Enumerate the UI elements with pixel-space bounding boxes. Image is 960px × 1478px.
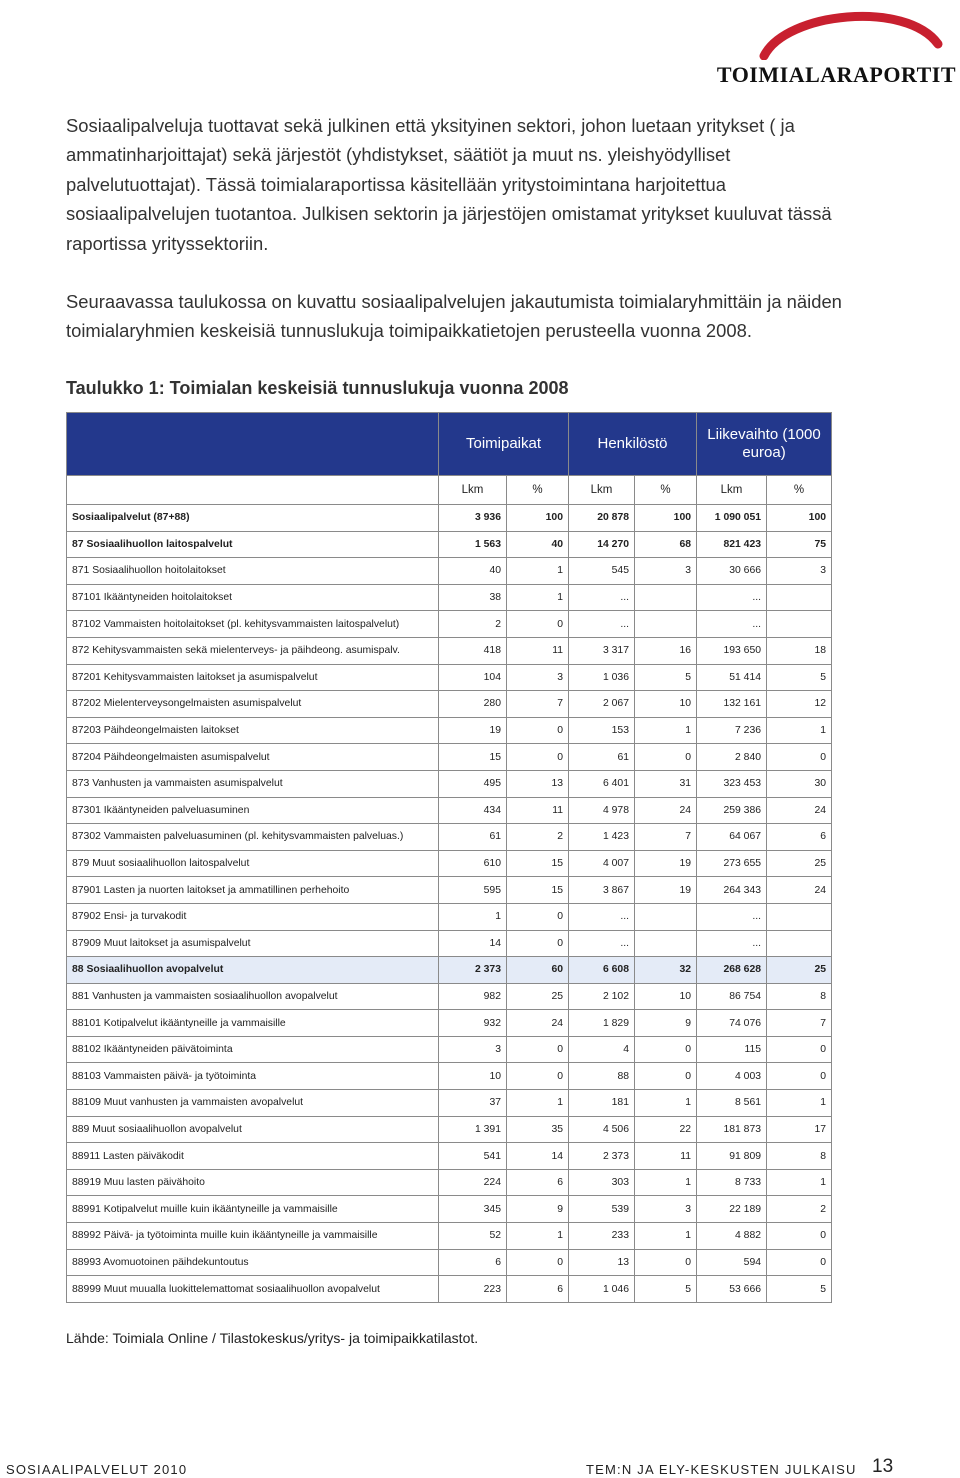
row-value-cell: 0 (507, 1249, 569, 1276)
row-value-cell: 61 (569, 744, 635, 771)
row-label-cell: 889 Muut sosiaalihuollon avopalvelut (67, 1116, 439, 1143)
table-row (67, 1223, 832, 1250)
row-value-cell: ... (569, 611, 635, 638)
row-value-cell: 0 (635, 1063, 697, 1090)
row-value-cell: 75 (767, 531, 832, 558)
row-value-cell: 15 (507, 877, 569, 904)
row-value-cell: 2 (507, 824, 569, 851)
row-value-cell: 1 (507, 1090, 569, 1117)
row-value-cell: 6 (439, 1249, 507, 1276)
row-value-cell: 20 878 (569, 505, 635, 532)
row-value-cell: 8 (767, 1143, 832, 1170)
row-value-cell: 594 (697, 1249, 767, 1276)
row-value-cell: 273 655 (697, 850, 767, 877)
row-value-cell: 2 840 (697, 744, 767, 771)
row-value-cell (767, 611, 832, 638)
row-value-cell: 1 (507, 584, 569, 611)
table-row (67, 1169, 832, 1196)
row-label-cell: 87901 Lasten ja nuorten laitokset ja ammatillinen perhehoito (67, 877, 439, 904)
table-row (67, 930, 832, 957)
row-value-cell: 25 (507, 983, 569, 1010)
table-row (67, 1196, 832, 1223)
toimialaraportit-logo (716, 4, 956, 87)
row-value-cell: 1 (439, 903, 507, 930)
row-value-cell: 0 (507, 903, 569, 930)
row-value-cell: 345 (439, 1196, 507, 1223)
logo-text: TOIMIALARAPORTIT (716, 62, 956, 87)
row-label-cell: 88103 Vammaisten päivä- ja työtoiminta (67, 1063, 439, 1090)
row-value-cell: 193 650 (697, 637, 767, 664)
table-row (67, 1090, 832, 1117)
row-value-cell: 100 (635, 505, 697, 532)
row-value-cell: 2 (767, 1196, 832, 1223)
row-value-cell: 64 067 (697, 824, 767, 851)
row-label-cell: 87902 Ensi- ja turvakodit (67, 903, 439, 930)
row-value-cell: 2 373 (569, 1143, 635, 1170)
row-value-cell: 6 (507, 1276, 569, 1303)
group-header-liikevaihto: Liikevaihto (1000 euroa) (697, 413, 832, 476)
table-row (67, 611, 832, 638)
subheader-cell: % (507, 476, 569, 505)
row-value-cell: 5 (767, 1276, 832, 1303)
row-value-cell: 0 (507, 744, 569, 771)
row-value-cell: 24 (767, 797, 832, 824)
row-value-cell: 0 (767, 1063, 832, 1090)
row-label-cell: 88993 Avomuotoinen päihdekuntoutus (67, 1249, 439, 1276)
row-value-cell: 51 414 (697, 664, 767, 691)
row-value-cell: 10 (635, 983, 697, 1010)
row-value-cell: 10 (439, 1063, 507, 1090)
table-row (67, 1116, 832, 1143)
row-label-cell: 87203 Päihdeongelmaisten laitokset (67, 717, 439, 744)
row-label-cell: 88101 Kotipalvelut ikääntyneille ja vammaisille (67, 1010, 439, 1037)
row-value-cell: 595 (439, 877, 507, 904)
row-value-cell: 74 076 (697, 1010, 767, 1037)
row-value-cell: 14 (507, 1143, 569, 1170)
row-value-cell: 9 (507, 1196, 569, 1223)
row-value-cell: 6 608 (569, 957, 635, 984)
row-value-cell: 1 391 (439, 1116, 507, 1143)
row-value-cell: 15 (439, 744, 507, 771)
row-label-cell: 87301 Ikääntyneiden palveluasuminen (67, 797, 439, 824)
red-arc-icon (756, 4, 946, 60)
row-value-cell: 53 666 (697, 1276, 767, 1303)
row-label-cell: 87201 Kehitysvammaisten laitokset ja asumispalvelut (67, 664, 439, 691)
row-value-cell: 7 (767, 1010, 832, 1037)
row-value-cell (635, 903, 697, 930)
row-value-cell: 3 (507, 664, 569, 691)
row-value-cell: 1 (507, 558, 569, 585)
table-row (67, 1010, 832, 1037)
row-value-cell: 100 (767, 505, 832, 532)
row-value-cell: 1 036 (569, 664, 635, 691)
row-value-cell: 30 (767, 770, 832, 797)
row-label-cell: 88992 Päivä- ja työtoiminta muille kuin ikääntyneille ja vammaisille (67, 1223, 439, 1250)
table-corner-cell (67, 413, 439, 476)
row-label-cell: 88911 Lasten päiväkodit (67, 1143, 439, 1170)
row-value-cell: 0 (507, 930, 569, 957)
row-label-cell: 88991 Kotipalvelut muille kuin ikääntyneille ja vammaisille (67, 1196, 439, 1223)
row-label-cell: 88102 Ikääntyneiden päivätoiminta (67, 1036, 439, 1063)
row-value-cell: ... (697, 930, 767, 957)
table-row (67, 1143, 832, 1170)
table-row (67, 877, 832, 904)
row-value-cell: 1 (767, 1090, 832, 1117)
table-row (67, 903, 832, 930)
row-value-cell: 68 (635, 531, 697, 558)
row-value-cell: 40 (439, 558, 507, 585)
row-value-cell: 932 (439, 1010, 507, 1037)
subheader-cell: Lkm (569, 476, 635, 505)
row-value-cell: 3 (767, 558, 832, 585)
row-value-cell: 3 317 (569, 637, 635, 664)
row-value-cell: 38 (439, 584, 507, 611)
row-value-cell: 3 (635, 1196, 697, 1223)
row-value-cell: 15 (507, 850, 569, 877)
row-value-cell (635, 584, 697, 611)
row-value-cell: 19 (439, 717, 507, 744)
row-value-cell: 1 (635, 1223, 697, 1250)
row-value-cell: 2 (439, 611, 507, 638)
row-value-cell: 4 506 (569, 1116, 635, 1143)
row-value-cell: 10 (635, 691, 697, 718)
row-value-cell: 24 (767, 877, 832, 904)
row-value-cell: 3 867 (569, 877, 635, 904)
row-value-cell: 17 (767, 1116, 832, 1143)
group-header-henkilosto: Henkilöstö (569, 413, 697, 476)
row-value-cell: 181 (569, 1090, 635, 1117)
row-label-cell: 88 Sosiaalihuollon avopalvelut (67, 957, 439, 984)
table-row (67, 1249, 832, 1276)
table-group-header-row (67, 413, 832, 476)
source-note: Lähde: Toimiala Online / Tilastokeskus/yritys- ja toimipaikkatilastot. (66, 1330, 479, 1346)
table-row (67, 983, 832, 1010)
row-value-cell: 13 (569, 1249, 635, 1276)
table-row (67, 717, 832, 744)
footer-publisher: TEM:N JA ELY-KESKUSTEN JULKAISU (586, 1462, 857, 1477)
row-value-cell: 418 (439, 637, 507, 664)
row-label-cell: 87 Sosiaalihuollon laitospalvelut (67, 531, 439, 558)
row-value-cell: 1 (635, 1169, 697, 1196)
row-label-cell: 88109 Muut vanhusten ja vammaisten avopalvelut (67, 1090, 439, 1117)
row-value-cell: 1 423 (569, 824, 635, 851)
row-value-cell: 268 628 (697, 957, 767, 984)
subheader-blank-cell (67, 476, 439, 505)
row-value-cell: 18 (767, 637, 832, 664)
row-label-cell: 87202 Mielenterveysongelmaisten asumispalvelut (67, 691, 439, 718)
table-row (67, 850, 832, 877)
row-value-cell: 7 (635, 824, 697, 851)
row-value-cell: 11 (635, 1143, 697, 1170)
row-label-cell: 873 Vanhusten ja vammaisten asumispalvelut (67, 770, 439, 797)
table-caption: Taulukko 1: Toimialan keskeisiä tunnuslukuja vuonna 2008 (66, 378, 569, 398)
row-value-cell: 24 (507, 1010, 569, 1037)
row-value-cell: 11 (507, 637, 569, 664)
row-value-cell: 52 (439, 1223, 507, 1250)
row-value-cell: 264 343 (697, 877, 767, 904)
row-value-cell: 1 090 051 (697, 505, 767, 532)
row-value-cell: 1 563 (439, 531, 507, 558)
row-value-cell: 153 (569, 717, 635, 744)
row-value-cell: 303 (569, 1169, 635, 1196)
row-value-cell: 1 046 (569, 1276, 635, 1303)
row-value-cell: 4 003 (697, 1063, 767, 1090)
row-value-cell: 8 561 (697, 1090, 767, 1117)
table-row (67, 824, 832, 851)
row-value-cell: 91 809 (697, 1143, 767, 1170)
row-value-cell: 13 (507, 770, 569, 797)
row-value-cell: 495 (439, 770, 507, 797)
row-value-cell: 19 (635, 877, 697, 904)
row-value-cell: 0 (767, 744, 832, 771)
row-value-cell: 14 (439, 930, 507, 957)
table-row (67, 1036, 832, 1063)
table-row (67, 664, 832, 691)
row-value-cell: 1 (507, 1223, 569, 1250)
row-value-cell: 434 (439, 797, 507, 824)
row-value-cell (767, 930, 832, 957)
row-label-cell: 872 Kehitysvammaisten sekä mielenterveys- ja päihdeong. asumispalv. (67, 637, 439, 664)
row-value-cell: 259 386 (697, 797, 767, 824)
row-label-cell: 87102 Vammaisten hoitolaitokset (pl. kehitysvammaisten laitospalvelut) (67, 611, 439, 638)
subheader-cell: % (635, 476, 697, 505)
row-value-cell: 19 (635, 850, 697, 877)
row-value-cell: 3 (439, 1036, 507, 1063)
row-value-cell: 4 882 (697, 1223, 767, 1250)
row-value-cell: ... (569, 584, 635, 611)
row-value-cell: 8 733 (697, 1169, 767, 1196)
row-value-cell: 0 (635, 1249, 697, 1276)
row-value-cell: 22 (635, 1116, 697, 1143)
row-label-cell: 87909 Muut laitokset ja asumispalvelut (67, 930, 439, 957)
table-row (67, 531, 832, 558)
row-value-cell: 37 (439, 1090, 507, 1117)
row-value-cell: 12 (767, 691, 832, 718)
row-value-cell: 2 373 (439, 957, 507, 984)
table-row (67, 957, 832, 984)
row-value-cell: 2 067 (569, 691, 635, 718)
row-value-cell: 539 (569, 1196, 635, 1223)
subheader-cell: Lkm (439, 476, 507, 505)
row-value-cell: 0 (507, 611, 569, 638)
row-value-cell: 3 (635, 558, 697, 585)
row-value-cell: 1 (767, 1169, 832, 1196)
row-value-cell: 1 (767, 717, 832, 744)
row-value-cell: 40 (507, 531, 569, 558)
row-label-cell: 88999 Muut muualla luokittelemattomat sosiaalihuollon avopalvelut (67, 1276, 439, 1303)
row-value-cell: 0 (507, 1036, 569, 1063)
row-value-cell: 610 (439, 850, 507, 877)
row-value-cell: 25 (767, 850, 832, 877)
footer-publication-title: SOSIAALIPALVELUT 2010 (6, 1462, 188, 1477)
row-label-cell: 87302 Vammaisten palveluasuminen (pl. kehitysvammaisten palveluas.) (67, 824, 439, 851)
table-row (67, 584, 832, 611)
row-value-cell: 0 (635, 744, 697, 771)
row-value-cell: ... (569, 903, 635, 930)
table-row (67, 637, 832, 664)
row-value-cell (767, 903, 832, 930)
row-value-cell: 7 (507, 691, 569, 718)
intro-paragraph-1: Sosiaalipalveluja tuottavat sekä julkinen että yksityinen sektori, johon luetaan yritykset ( ja ammatinharjoittajat) sekä järjestöt (yhdistykset, säätiöt ja muut ns. yleishyödylliset palvelutuottajat). Tässä toimialaraportissa käsitellään yritystoimintana harjoitettua sosiaalipalvelujen tuotantoa. Julkisen sektorin ja järjestöjen omistamat yritykset kuuluvat tässä raportissa yrityssektoriin. (66, 115, 832, 254)
row-value-cell: 4 007 (569, 850, 635, 877)
row-value-cell: 1 (635, 1090, 697, 1117)
row-value-cell: 0 (767, 1223, 832, 1250)
row-value-cell: 5 (635, 1276, 697, 1303)
row-value-cell: 4 (569, 1036, 635, 1063)
table-row (67, 1063, 832, 1090)
row-label-cell: 88919 Muu lasten päivähoito (67, 1169, 439, 1196)
page-footer (0, 1440, 960, 1476)
row-value-cell: 0 (507, 1063, 569, 1090)
row-value-cell (635, 930, 697, 957)
row-value-cell: ... (569, 930, 635, 957)
page-number: 13 (872, 1456, 894, 1477)
subheader-cell: Lkm (697, 476, 767, 505)
row-value-cell: 821 423 (697, 531, 767, 558)
row-value-cell: 8 (767, 983, 832, 1010)
row-value-cell: 88 (569, 1063, 635, 1090)
row-value-cell: 1 (635, 717, 697, 744)
row-value-cell: ... (697, 903, 767, 930)
row-value-cell: 30 666 (697, 558, 767, 585)
row-value-cell (767, 584, 832, 611)
row-value-cell: 5 (767, 664, 832, 691)
row-value-cell: ... (697, 584, 767, 611)
row-value-cell: 61 (439, 824, 507, 851)
table-row (67, 770, 832, 797)
row-value-cell: 280 (439, 691, 507, 718)
row-value-cell: 0 (767, 1036, 832, 1063)
row-label-cell: 87204 Päihdeongelmaisten asumispalvelut (67, 744, 439, 771)
row-value-cell: 32 (635, 957, 697, 984)
row-value-cell: 0 (767, 1249, 832, 1276)
row-value-cell: 100 (507, 505, 569, 532)
table-row (67, 1276, 832, 1303)
row-value-cell: 0 (635, 1036, 697, 1063)
table-body (67, 505, 832, 1303)
row-value-cell: 0 (507, 717, 569, 744)
row-value-cell: ... (697, 611, 767, 638)
row-value-cell: 25 (767, 957, 832, 984)
row-value-cell: 223 (439, 1276, 507, 1303)
row-value-cell: 11 (507, 797, 569, 824)
table-row (67, 797, 832, 824)
row-value-cell: 31 (635, 770, 697, 797)
row-value-cell (635, 611, 697, 638)
row-label-cell: 87101 Ikääntyneiden hoitolaitokset (67, 584, 439, 611)
table-row (67, 505, 832, 532)
row-value-cell: 4 978 (569, 797, 635, 824)
row-value-cell: 115 (697, 1036, 767, 1063)
row-value-cell: 982 (439, 983, 507, 1010)
row-value-cell: 3 936 (439, 505, 507, 532)
row-value-cell: 2 102 (569, 983, 635, 1010)
table-row (67, 558, 832, 585)
row-value-cell: 16 (635, 637, 697, 664)
row-value-cell: 6 (767, 824, 832, 851)
table-row (67, 744, 832, 771)
row-value-cell: 1 829 (569, 1010, 635, 1037)
row-value-cell: 86 754 (697, 983, 767, 1010)
row-label-cell: 881 Vanhusten ja vammaisten sosiaalihuollon avopalvelut (67, 983, 439, 1010)
row-value-cell: 132 161 (697, 691, 767, 718)
row-value-cell: 5 (635, 664, 697, 691)
key-figures-table (66, 412, 832, 1303)
row-label-cell: Sosiaalipalvelut (87+88) (67, 505, 439, 532)
row-value-cell: 181 873 (697, 1116, 767, 1143)
row-value-cell: 7 236 (697, 717, 767, 744)
row-value-cell: 9 (635, 1010, 697, 1037)
intro-paragraph-2: Seuraavassa taulukossa on kuvattu sosiaalipalvelujen jakautumista toimialaryhmittäin ja näiden toimialaryhmien keskeisiä tunnuslukuja toimipaikkatietojen perusteella vuonna 2008. (66, 291, 842, 342)
row-value-cell: 545 (569, 558, 635, 585)
table-subheader-row (67, 476, 832, 505)
row-value-cell: 60 (507, 957, 569, 984)
row-value-cell: 104 (439, 664, 507, 691)
row-label-cell: 871 Sosiaalihuollon hoitolaitokset (67, 558, 439, 585)
subheader-cell: % (767, 476, 832, 505)
row-value-cell: 22 189 (697, 1196, 767, 1223)
table-row (67, 691, 832, 718)
row-value-cell: 224 (439, 1169, 507, 1196)
row-value-cell: 14 270 (569, 531, 635, 558)
row-value-cell: 233 (569, 1223, 635, 1250)
row-value-cell: 541 (439, 1143, 507, 1170)
row-value-cell: 24 (635, 797, 697, 824)
row-label-cell: 879 Muut sosiaalihuollon laitospalvelut (67, 850, 439, 877)
row-value-cell: 6 (507, 1169, 569, 1196)
row-value-cell: 323 453 (697, 770, 767, 797)
row-value-cell: 35 (507, 1116, 569, 1143)
group-header-toimipaikat: Toimipaikat (439, 413, 569, 476)
row-value-cell: 6 401 (569, 770, 635, 797)
